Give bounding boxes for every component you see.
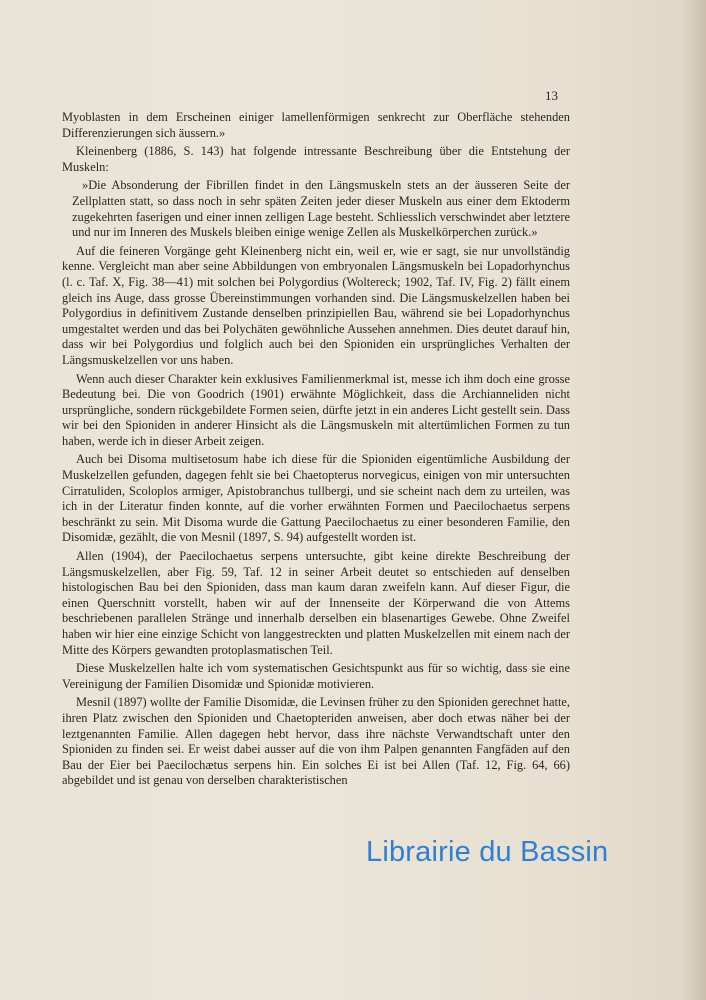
watermark: Librairie du Bassin bbox=[366, 836, 609, 868]
quotation-paragraph: »Die Absonderung der Fibrillen findet in den Längsmuskeln stets an der äusseren Seite der Zellplatten statt, so dass noch in sehr späten Zeiten jeder dieser Muskeln aus einer dem Ektoderm zugekehrten faserigen und einer innen zelligen Lage besteht. Schliesslich verschwindet aber letztere und nur im Inneren des Muskels bleiben einige wenige Zellen als Muskelkörperchen zurück.» bbox=[72, 178, 570, 240]
body-text bbox=[62, 110, 570, 792]
paragraph: Wenn auch dieser Charakter kein exklusives Familienmerkmal ist, messe ich ihm doch eine grosse Bedeutung bei. Die von Goodrich (1901) erwähnte Möglichkeit, dass die Archianneliden nicht ursprüngliche, sondern rückgebildete Formen seien, dürfte jetzt in ein anderes Licht gestellt sein. Dass wir bei den Spioniden in anderer Hinsicht als die Längsmuskeln mit altertümlichen Formen zu tun haben, werde ich in dieser Arbeit zeigen. bbox=[62, 371, 570, 448]
paragraph: Mesnil (1897) wollte der Familie Disomidæ, die Levinsen früher zu den Spioniden gerechnet hatte, ihren Platz zwischen den Spioniden und Chaetopteriden anweisen, aber doch etwas näher bei der leztgenannten Familie. Allen dagegen hebt hervor, dass ihre nächste Verwandtschaft unter den Spioniden zu finden sei. Er weist dabei ausser auf die von ihm Palpen genannten Fangfäden auf den Bau der Eier bei Paecilochætus serpens hin. Ein solches Ei ist bei Allen (Taf. 12, Fig. 64, 66) abgebildet und ist genau von derselben charakteristischen bbox=[62, 695, 570, 788]
page-edge-shadow bbox=[682, 0, 706, 1000]
paragraph: Auch bei Disoma multisetosum habe ich diese für die Spioniden eigentümliche Ausbildung der Muskelzellen gefunden, dagegen fehlt sie bei Chaetopterus norvegicus, einigen von mir untersuchten Cirratuliden, Scoloplos armiger, Apistobranchus tullbergi, und sie scheint nach dem zu urteilen, was ich in der Literatur finden konnte, auf die vorher erwähnten Formen und Paecilochaetus serpens beschränkt zu sein. Mit Disoma wurde die Gattung Paecilochaetus zu einer besonderen Familie, den Disomidæ, gezählt, die von Mesnil (1897, S. 94) aufgestellt worden ist. bbox=[62, 452, 570, 545]
paragraph: Kleinenberg (1886, S. 143) hat folgende intressante Beschreibung über die Entstehung der Muskeln: bbox=[62, 144, 570, 174]
paragraph: Diese Muskelzellen halte ich vom systematischen Gesichtspunkt aus für so wichtig, dass sie eine Vereinigung der Familien Disomidæ und Spionidæ motivieren. bbox=[62, 661, 570, 691]
paragraph: Myoblasten in dem Erscheinen einiger lamellenförmigen senkrecht zur Oberfläche stehenden Differenzierungen sich äussern.» bbox=[62, 110, 570, 140]
paragraph: Allen (1904), der Paecilochaetus serpens untersuchte, gibt keine direkte Beschreibung der Längsmuskelzellen, aber Fig. 59, Taf. 12 in seiner Arbeit deutet so entschieden auf denselben histologischen Bau bei den Spioniden, dass man kaum daran zweifeln kann. Auf dieser Figur, die einen Querschnitt vorstellt, haben wir auf der Innenseite der Körperwand die von Attems beschriebenen parallelen Stränge und innerhalb derselben ein blasenartiges Gewebe. Ohne Zweifel haben wir hier eine einzige Schicht von langgestreckten und platten Muskelzellen mit einem nach der Mitte des Körpers gewandten protoplasmatischen Teil. bbox=[62, 549, 570, 657]
paragraph: Auf die feineren Vorgänge geht Kleinenberg nicht ein, weil er, wie er sagt, sie nur unvollständig kenne. Vergleicht man aber seine Abbildungen von embryonalen Längsmuskeln bei Lopadorhynchus (l. c. Taf. X, Fig. 38—41) mit solchen bei Polygordius (Woltereck; 1902, Taf. IV, Fig. 2) fällt einem gleich ins Auge, dass grosse Übereinstimmungen vorhanden sind. Die Längsmuskelzellen haben bei Polygordius in definitivem Zustande denselben prinzipiellen Bau, während sie bei Lopadorhynchus umgestaltet werden und das bei Polychäten gewöhnliche Aussehen annehmen. Dies deutet darauf hin, dass wir bei Polygordius und folglich auch bei den Spioniden ein ursprüngliches Verhalten der Längsmuskelzellen vor uns haben. bbox=[62, 243, 570, 367]
page-number: 13 bbox=[545, 88, 558, 103]
